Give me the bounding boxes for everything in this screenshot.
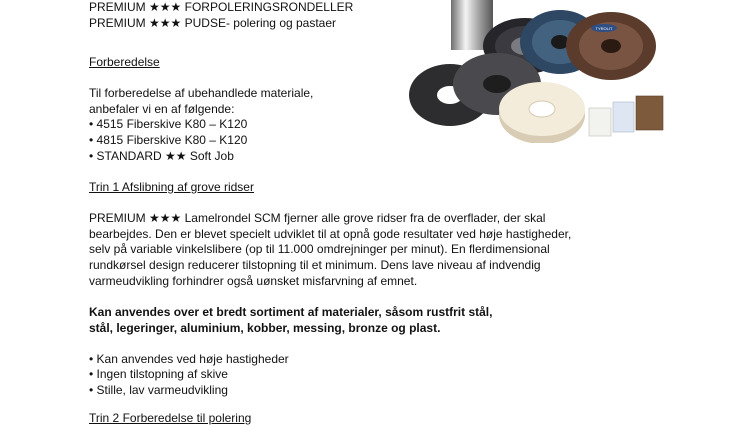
step1-paragraph-line: PREMIUM ★★★ Lamelrondel SCM fjerner alle grove ridser fra de overflader, der skal — [89, 211, 546, 225]
step1-bullet: • Ingen tilstopning af skive — [89, 367, 228, 381]
brand-label-text: TYROLIT — [595, 26, 613, 31]
product-photo — [405, 0, 675, 143]
step1-paragraph-line: bearbejdes. Den er blevet specielt udviklet til at opnå gode resultater ved høje hastigheder, — [89, 227, 572, 241]
intro-line-1: PREMIUM ★★★ FORPOLERINGSRONDELLER — [89, 0, 354, 14]
step1-paragraph-line: rundkørsel design reducerer tilstopning til et minimum. Dens lave niveau af indvendig — [89, 258, 541, 272]
paste-bar-white — [589, 108, 611, 136]
prep-item: • 4515 Fiberskive K80 – K120 — [89, 117, 248, 131]
prep-text-1: Til forberedelse af ubehandlede materiale, — [89, 86, 314, 100]
step1-bullet: • Kan anvendes ved høje hastigheder — [89, 352, 289, 366]
step1-heading: Trin 1 Afslibning af grove ridser — [89, 180, 254, 194]
step1-paragraph-line: varmeudvikling forhindrer også uønsket misfarvning af emnet. — [89, 274, 418, 288]
step1-bold-line: stål, legeringer, aluminium, kobber, messing, bronze og plast. — [89, 321, 441, 335]
intro-line-2: PREMIUM ★★★ PUDSE- polering og pastaer — [89, 16, 337, 30]
step2-heading: Trin 2 Forberedelse til polering — [89, 411, 252, 425]
paste-bar-brown — [636, 96, 663, 130]
step1-paragraph-line: selv på variable vinkelslibere (op til 11.000 omdrejninger per minut). En flerdimensional — [89, 242, 550, 256]
paste-bar-blue — [613, 102, 634, 132]
prep-item: • 4815 Fiberskive K80 – K120 — [89, 133, 248, 147]
prep-text-2: anbefaler vi en af følgende: — [89, 102, 235, 116]
step1-bold-line: Kan anvendes over et bredt sortiment af materialer, såsom rustfrit stål, — [89, 305, 493, 319]
felt-wheel — [499, 82, 585, 143]
flap-wheel-brown — [566, 12, 656, 80]
prep-item: • STANDARD ★★ Soft Job — [89, 149, 234, 163]
step1-bullet: • Stille, lav varmeudvikling — [89, 383, 228, 397]
prep-heading: Forberedelse — [89, 55, 160, 69]
